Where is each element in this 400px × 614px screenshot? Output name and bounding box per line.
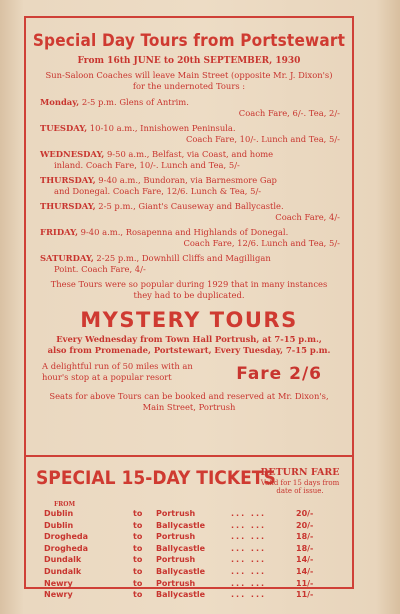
intro-text: Sun-Saloon Coaches will leave Main Street (opposite Mr. J. Dixon's) for the undernoted Tours : [45,70,333,91]
return-fare-header [258,467,342,495]
price: 18/- [296,543,314,553]
tour-list [26,97,352,274]
leader-dots: ... ... [231,543,267,553]
mystery-fare: Fare 2/6 [236,364,322,384]
origin: Dublin [44,520,74,530]
destination: Portrush [156,532,196,542]
tour-day: WEDNESDAY, [40,149,105,159]
origin: Drogheda [44,543,89,553]
price: 20/- [296,509,314,518]
tour-fare: inland. Coach Fare, 10/-. Lunch and Tea, 5/- [54,159,240,170]
tour-desc: 9-50 a.m., Belfast, via Coast, and home [104,149,274,159]
origin: Dundalk [44,555,82,565]
leader-dots: ... ... [231,532,267,542]
to-word: to [133,590,143,600]
booking-note: Seats for above Tours can be booked and reserved at Mr. Dixon's, Main Street, Portrush [49,391,329,412]
to-word: to [133,520,143,530]
tour-desc: 2-5 p.m., Giant's Causeway and Ballycastle. [95,201,284,211]
tour-day: TUESDAY, [40,123,88,133]
destination: Ballycastle [156,590,206,600]
price: 14/- [296,566,314,576]
popularity-note: These Tours were so popular during 1929 that in many instances they had to be duplicated. [50,279,328,300]
table-row [26,590,352,602]
mystery-schedule [26,334,352,356]
section-divider [26,455,352,457]
price: 11/- [296,578,314,588]
to-word: to [133,543,143,553]
tour-item [40,97,340,118]
tour-day: Monday, [40,97,80,107]
tour-dates: From 16th JUNE to 20th SEPTEMBER, 1930 [77,56,301,66]
table-row [26,544,352,556]
price: 14/- [296,555,314,565]
tour-fare: Coach Fare, 6/-. Tea, 2/- [238,107,340,118]
destination: Portrush [156,578,196,588]
origin: Dublin [44,509,74,518]
table-row [26,579,352,591]
tour-desc: 2-25 p.m., Downhill Cliffs and Magilligan [93,253,271,263]
table-row [26,532,352,544]
tour-item [40,175,340,196]
tour-day: SATURDAY, [40,253,94,263]
tour-item [40,123,340,144]
validity-note: Valid for 15 days from date of issue. [260,479,340,495]
tour-fare: Coach Fare, 12/6. Lunch and Tea, 5/- [183,237,340,248]
table-row [26,509,352,521]
page-title: Special Day Tours from Portstewart [32,31,346,51]
tour-fare: and Donegal. Coach Fare, 12/6. Lunch & Tea, 5/- [54,185,262,196]
origin: Dundalk [44,566,82,576]
day-tours-section [26,18,352,413]
leader-dots: ... ... [231,578,267,588]
mystery-line: also from Promenade, Portstewart, Every Tuesday, 7-15 p.m. [47,345,331,355]
to-word: to [133,532,143,542]
origin: Newry [44,590,73,600]
tour-day: THURSDAY, [40,201,96,211]
to-word: to [133,509,143,518]
table-row [26,555,352,567]
tour-fare: Coach Fare, 10/-. Lunch and Tea, 5/- [185,133,340,144]
tour-day: FRIDAY, [40,227,78,237]
leader-dots: ... ... [231,566,267,576]
leader-dots: ... ... [231,555,267,565]
price: 11/- [296,590,314,600]
to-word: to [133,566,143,576]
destination: Portrush [156,555,196,565]
tickets-title: SPECIAL 15-DAY TICKETS [36,467,276,489]
tour-item [40,149,340,170]
price: 18/- [296,532,314,542]
tour-item [40,253,340,274]
tour-day: THURSDAY, [40,175,96,185]
origin: Newry [44,578,73,588]
tour-desc: 2-5 p.m. Glens of Antrim. [79,97,189,107]
destination: Portrush [156,509,196,518]
mystery-description: A delightful run of 50 miles with an hour's stop at a popular resort [42,361,193,382]
tour-desc: 9-40 a.m., Rosapenna and Highlands of Donegal. [77,227,289,237]
tour-fare: Point. Coach Fare, 4/- [54,263,146,274]
destination: Ballycastle [156,566,206,576]
to-word: to [133,578,143,588]
return-fare-label: RETURN FARE [260,467,340,478]
poster-frame [24,16,354,600]
tour-item [40,227,340,248]
tour-item [40,201,340,222]
table-row [26,567,352,579]
leader-dots: ... ... [231,509,267,518]
destination: Ballycastle [156,543,206,553]
tour-desc: 9-40 a.m., Bundoran, via Barnesmore Gap [95,175,277,185]
mystery-line: Every Wednesday from Town Hall Portrush, at 7-15 p.m., [56,334,322,344]
price: 20/- [296,520,314,530]
table-row [26,521,352,533]
routes-table [26,509,352,602]
mystery-fare-row [26,361,352,387]
to-word: to [133,555,143,565]
mystery-tours-title: MYSTERY TOURS [80,308,298,332]
tour-fare: Coach Fare, 4/- [275,211,340,222]
tour-desc: 10-10 a.m., Innishowen Peninsula. [87,123,236,133]
leader-dots: ... ... [231,520,267,530]
origin: Drogheda [44,532,89,542]
destination: Ballycastle [156,520,206,530]
leader-dots: ... ... [231,590,267,600]
from-label: FROM [54,501,76,508]
